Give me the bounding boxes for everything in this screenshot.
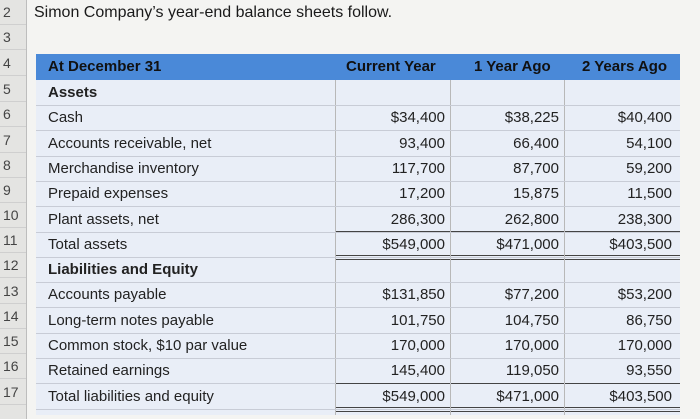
- table-header-row[interactable]: [36, 54, 680, 80]
- two-years-ago-value[interactable]: $403,500: [609, 236, 672, 253]
- one-year-ago-value[interactable]: 119,050: [505, 362, 559, 379]
- one-year-ago-value[interactable]: $471,000: [496, 236, 559, 253]
- two-years-ago-value[interactable]: 93,550: [626, 362, 672, 379]
- subtotal-rule: [451, 231, 564, 232]
- two-years-ago-value[interactable]: 86,750: [626, 312, 672, 329]
- row-number[interactable]: 13: [0, 279, 26, 304]
- total-double-rule: [336, 407, 450, 412]
- one-year-ago-value[interactable]: $471,000: [496, 388, 559, 405]
- subtotal-rule: [451, 383, 564, 384]
- two-years-ago-value[interactable]: $403,500: [609, 388, 672, 405]
- current-year-value[interactable]: $549,000: [382, 388, 445, 405]
- row-divider: [36, 105, 680, 106]
- row-divider: [36, 232, 680, 233]
- row-number[interactable]: 4: [0, 51, 26, 76]
- current-year-value[interactable]: 170,000: [390, 337, 445, 354]
- current-year-value[interactable]: 93,400: [399, 135, 445, 152]
- row-number[interactable]: 11: [0, 228, 26, 253]
- subtotal-rule: [336, 231, 450, 232]
- row-number[interactable]: 17: [0, 380, 26, 405]
- current-year-value[interactable]: 17,200: [399, 185, 445, 202]
- section-heading[interactable]: Liabilities and Equity: [48, 261, 199, 278]
- two-years-ago-value[interactable]: 11,500: [627, 185, 672, 202]
- one-year-ago-value[interactable]: 66,400: [513, 135, 559, 152]
- row-number-gutter: [0, 0, 27, 419]
- current-year-value[interactable]: $34,400: [390, 109, 445, 126]
- subtotal-rule: [336, 383, 450, 384]
- row-label[interactable]: Total liabilities and equity: [48, 388, 214, 405]
- one-year-ago-value[interactable]: 87,700: [513, 160, 559, 177]
- row-label[interactable]: Accounts payable: [48, 286, 167, 303]
- row-label[interactable]: Prepaid expenses: [48, 185, 169, 202]
- row-number[interactable]: 10: [0, 203, 26, 228]
- row-number[interactable]: 7: [0, 128, 26, 153]
- one-year-ago-value[interactable]: 262,800: [504, 211, 559, 228]
- row-number[interactable]: 8: [0, 153, 26, 178]
- row-label[interactable]: Common stock, $10 par value: [48, 337, 248, 354]
- row-label[interactable]: Accounts receivable, net: [48, 135, 212, 152]
- row-label[interactable]: Merchandise inventory: [48, 160, 199, 177]
- header-label[interactable]: At December 31: [48, 58, 162, 75]
- current-year-value[interactable]: $549,000: [382, 236, 445, 253]
- row-number[interactable]: 2: [0, 0, 26, 25]
- current-year-value[interactable]: 101,750: [390, 312, 445, 329]
- one-year-ago-value[interactable]: $77,200: [504, 286, 559, 303]
- current-year-value[interactable]: 286,300: [390, 211, 445, 228]
- row-number[interactable]: 16: [0, 354, 26, 379]
- row-number[interactable]: 5: [0, 77, 26, 102]
- one-year-ago-value[interactable]: 104,750: [504, 312, 559, 329]
- one-year-ago-value[interactable]: $38,225: [504, 109, 559, 126]
- total-double-rule: [565, 407, 680, 412]
- section-heading[interactable]: Assets: [48, 84, 98, 101]
- current-year-value[interactable]: $131,850: [382, 286, 445, 303]
- row-number[interactable]: 14: [0, 304, 26, 329]
- subtotal-rule: [565, 231, 680, 232]
- total-double-rule: [565, 255, 680, 260]
- one-year-ago-value[interactable]: 15,875: [513, 185, 559, 202]
- two-years-ago-value[interactable]: $53,200: [617, 286, 672, 303]
- two-years-ago-value[interactable]: $40,400: [617, 109, 672, 126]
- header-two-years-ago[interactable]: 2 Years Ago: [582, 58, 668, 75]
- two-years-ago-value[interactable]: 54,100: [626, 135, 672, 152]
- header-current-year[interactable]: Current Year: [346, 58, 436, 75]
- current-year-value[interactable]: 145,400: [390, 362, 445, 379]
- sheet-title[interactable]: Simon Company’s year-end balance sheets follow.: [34, 4, 393, 21]
- row-number[interactable]: 6: [0, 102, 26, 127]
- row-number[interactable]: 3: [0, 25, 26, 50]
- row-number[interactable]: 12: [0, 253, 26, 278]
- row-label[interactable]: Plant assets, net: [48, 211, 159, 228]
- current-year-value[interactable]: 117,700: [391, 160, 445, 177]
- row-number[interactable]: 9: [0, 178, 26, 203]
- two-years-ago-value[interactable]: 170,000: [617, 337, 672, 354]
- row-label[interactable]: Cash: [48, 109, 84, 126]
- subtotal-rule: [565, 383, 680, 384]
- row-label[interactable]: Long-term notes payable: [48, 312, 214, 329]
- balance-sheet-table: [36, 80, 680, 415]
- one-year-ago-value[interactable]: 170,000: [504, 337, 559, 354]
- header-one-year-ago[interactable]: 1 Year Ago: [474, 58, 551, 75]
- total-double-rule: [336, 255, 450, 260]
- row-label[interactable]: Total assets: [48, 236, 128, 253]
- total-double-rule: [451, 255, 564, 260]
- two-years-ago-value[interactable]: 59,200: [626, 160, 672, 177]
- row-number[interactable]: 15: [0, 329, 26, 354]
- two-years-ago-value[interactable]: 238,300: [617, 211, 672, 228]
- row-label[interactable]: Retained earnings: [48, 362, 170, 379]
- total-double-rule: [451, 407, 564, 412]
